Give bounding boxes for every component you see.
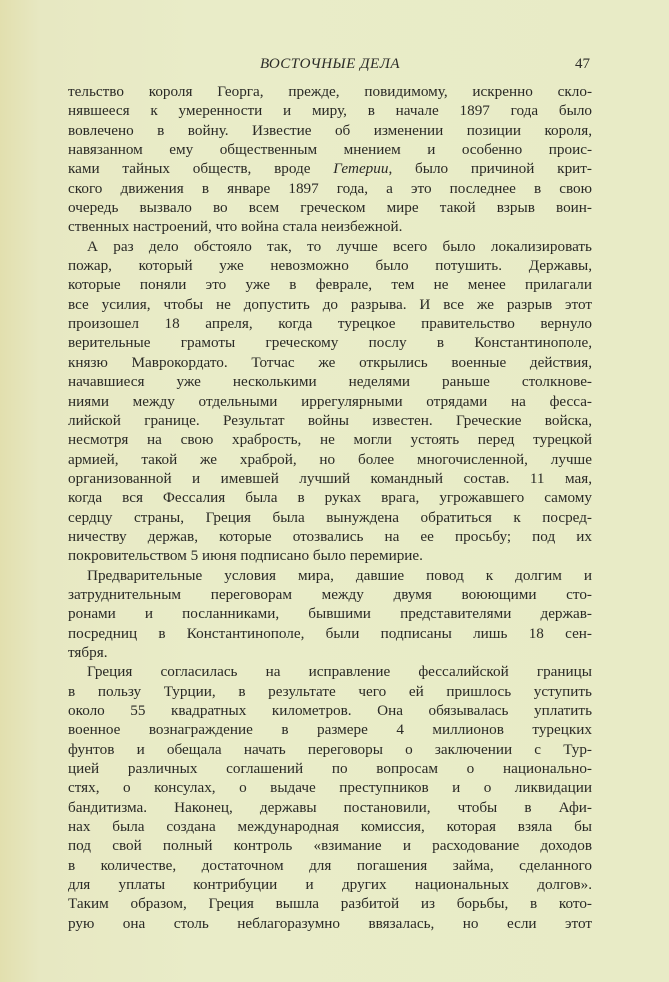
text-line: фунтов и обещала начать переговоры о заключении с Тур- [68,740,592,758]
text-line: цией различных соглашений по вопросам о национально- [68,760,592,778]
text-line: в количестве, достаточном для погашения займа, сделанного [68,856,592,874]
text-line: военное вознаграждение в размере 4 миллионов турецких [68,721,592,739]
text-line: организованной и имевшей лучший командный состав. 11 мая, [68,469,592,487]
text-line: стях, о консулах, о выдаче преступников и о ликвидации [68,779,592,797]
text-line: тября. [68,643,108,661]
text-line: несмотря на свою храбрость, не могли устоять перед турецкой [68,431,592,449]
text-line: для уплаты контрибуции и других национальных долгов». [68,876,592,894]
text-line: все усилия, чтобы не допустить до разрыва. И все же разрыв этот [68,295,592,313]
text-line: вовлечено в войну. Известие об изменении позиции короля, [68,121,592,139]
paragraph [68,662,592,933]
text-line: затруднительным переговорам между двумя воюющими сто- [68,585,592,603]
text-line: ственных настроений, что война стала неизбежной. [68,218,403,236]
text-line: ронами и посланниками, бывшими представителями держав- [68,605,592,623]
text-line: нявшееся к умеренности и миру, в начале 1897 года было [68,102,592,120]
text-line: ками тайных обществ, вроде Гетерии, было причиной крит- [68,160,592,178]
text-line: верительные грамоты греческому послу в Константинополе, [68,334,592,352]
text-line: нах была создана международная комиссия, которая взяла бы [68,818,592,836]
text-line: в пользу Турции, в результате чего ей пришлось уступить [68,682,592,700]
paragraph [68,237,592,566]
text-line: начавшиеся уже несколькими неделями раньше столкнове- [68,373,592,391]
paragraph [68,566,592,663]
text-line: ничеству держав, которые отозвались на ее просьбу; под их [68,527,592,545]
text-line: произошел 18 апреля, когда турецкое правительство вернуло [68,315,592,333]
text-line: около 55 квадратных километров. Она обязывалась уплатить [68,702,592,719]
running-head [68,56,592,76]
text-line: Предварительные условия мира, давшие повод к долгим и [87,566,592,584]
text-line: под свой полный контроль «взимание и расходование доходов [68,837,592,855]
text-line: Таким образом, Греция вышла разбитой из борьбы, в кото- [68,895,592,913]
text-line: князю Маврокордато. Тотчас же открылись военные действия, [68,353,592,371]
paragraph [68,82,592,237]
text-line: ниями между отдельными иррегулярными отрядами на фесса- [68,392,592,410]
text-line: очередь вызвало во всем греческом мире такой взрыв воин- [68,199,592,217]
text-line: сердцу страны, Греция была вынуждена обратиться к посред- [68,508,592,526]
text-line: навязанном ему общественным мнением и особенно проис- [68,141,592,159]
text-line: покровительством 5 июня подписано было перемирие. [68,547,423,565]
page-number: 47 [575,56,590,72]
italic-term: Гетерии [333,160,389,178]
text-line: пожар, который уже невозможно было потушить. Державы, [68,257,592,275]
body-text [68,82,592,933]
text-line: армией, такой же храброй, но более многочисленной, лучше [68,450,592,468]
text-line: тельство короля Георга, прежде, повидимому, искренно скло- [68,83,592,100]
text-line: рую она столь неблагоразумно ввязалась, но если этот [68,914,592,932]
text-line: когда вся Фессалия была в руках врага, угрожавшего самому [68,489,592,507]
text-line: посредниц в Константинополе, были подписаны лишь 18 сен- [68,624,592,642]
text-line: лийской границе. Результат войны известен. Греческие войска, [68,411,592,429]
text-line: ского движения в январе 1897 года, а это последнее в свою [68,179,592,197]
text-line: бандитизма. Наконец, державы постановили, чтобы в Афи- [68,798,592,816]
text-line: которые поняли это уже в феврале, тем не менее прилагали [68,276,592,294]
text-line: Греция согласилась на исправление фессалийской границы [87,663,592,681]
running-title: ВОСТОЧНЫЕ ДЕЛА [259,56,401,72]
text-line: А раз дело обстояло так, то лучше всего было локализировать [87,237,592,255]
